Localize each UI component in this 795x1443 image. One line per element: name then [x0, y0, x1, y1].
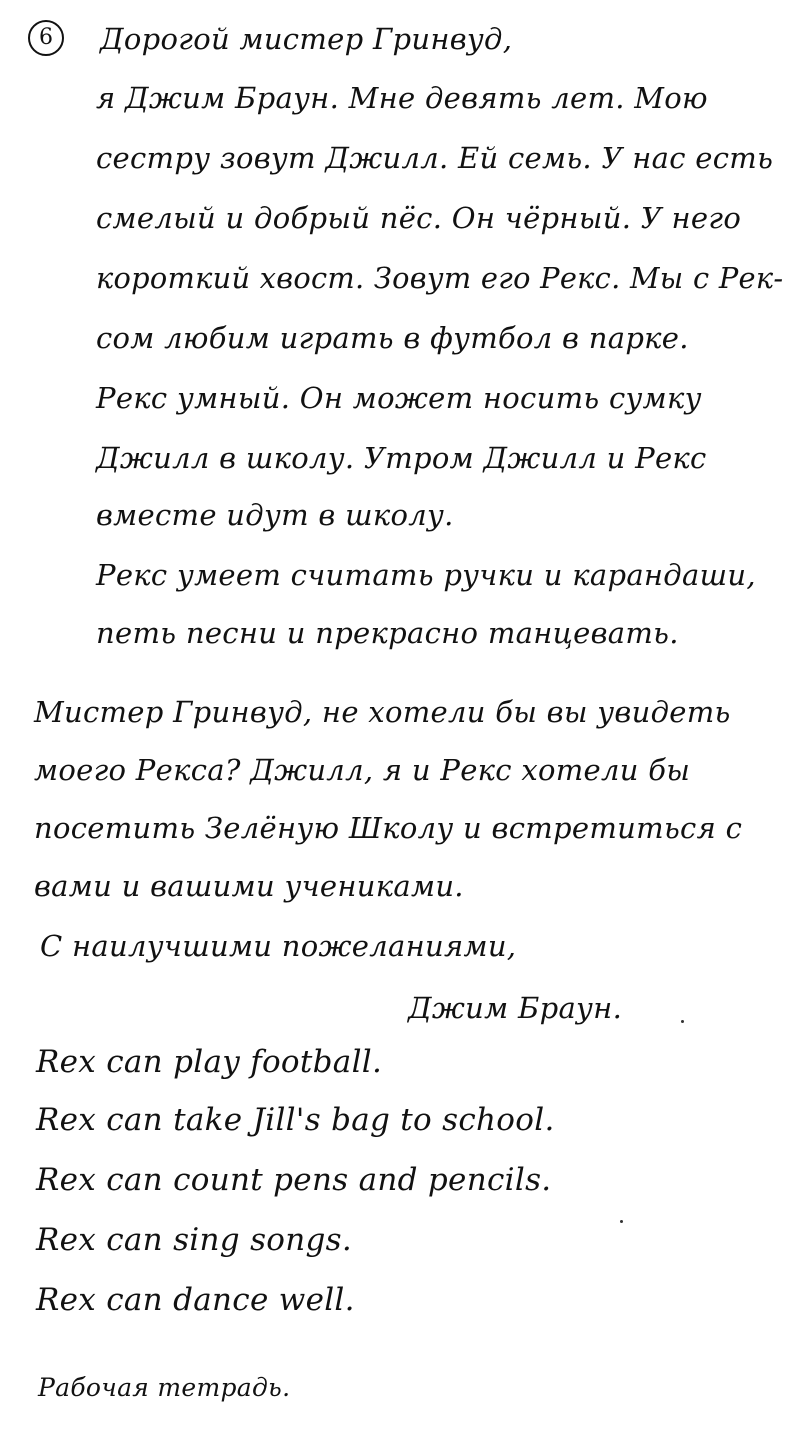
letter-line: короткий хвост. Зовут его Рекс. Мы с Рек-	[96, 261, 784, 295]
ink-dot	[681, 1020, 684, 1023]
footer-note: Рабочая тетрадь.	[38, 1373, 291, 1402]
letter-line: моего Рекса? Джилл, я и Рекс хотели бы	[34, 753, 691, 787]
english-sentence: Rex can dance well.	[36, 1282, 355, 1318]
english-sentence: Rex can sing songs.	[36, 1222, 353, 1258]
letter-line: Мистер Гринвуд, не хотели бы вы увидеть	[34, 695, 731, 729]
letter-line: петь песни и прекрасно танцевать.	[96, 616, 679, 650]
english-sentence: Rex can take Jill's bag to school.	[36, 1102, 555, 1138]
letter-line: сом любим играть в футбол в парке.	[96, 321, 689, 355]
letter-greeting: Дорогой мистер Гринвуд,	[100, 22, 513, 56]
letter-line: вместе идут в школу.	[96, 498, 454, 532]
letter-line: посетить Зелёную Школу и встретиться с	[34, 811, 743, 845]
letter-closing: С наилучшими пожеланиями,	[40, 929, 517, 963]
letter-line: Джилл в школу. Утром Джилл и Рекс	[96, 441, 707, 475]
letter-signature: Джим Браун.	[408, 991, 623, 1025]
letter-line: Рекс умеет считать ручки и карандаши,	[96, 558, 756, 592]
letter-line: Рекс умный. Он может носить сумку	[96, 381, 702, 415]
ink-dot	[620, 1220, 623, 1223]
english-sentence: Rex can count pens and pencils.	[36, 1162, 552, 1198]
exercise-number-badge: 6	[28, 20, 64, 56]
letter-line: смелый и добрый пёс. Он чёрный. У него	[96, 201, 742, 235]
letter-line: я Джим Браун. Мне девять лет. Мою	[96, 81, 708, 115]
english-sentence: Rex can play football.	[36, 1044, 383, 1080]
letter-line: сестру зовут Джилл. Ей семь. У нас есть	[96, 141, 774, 175]
letter-line: вами и вашими учениками.	[34, 869, 464, 903]
